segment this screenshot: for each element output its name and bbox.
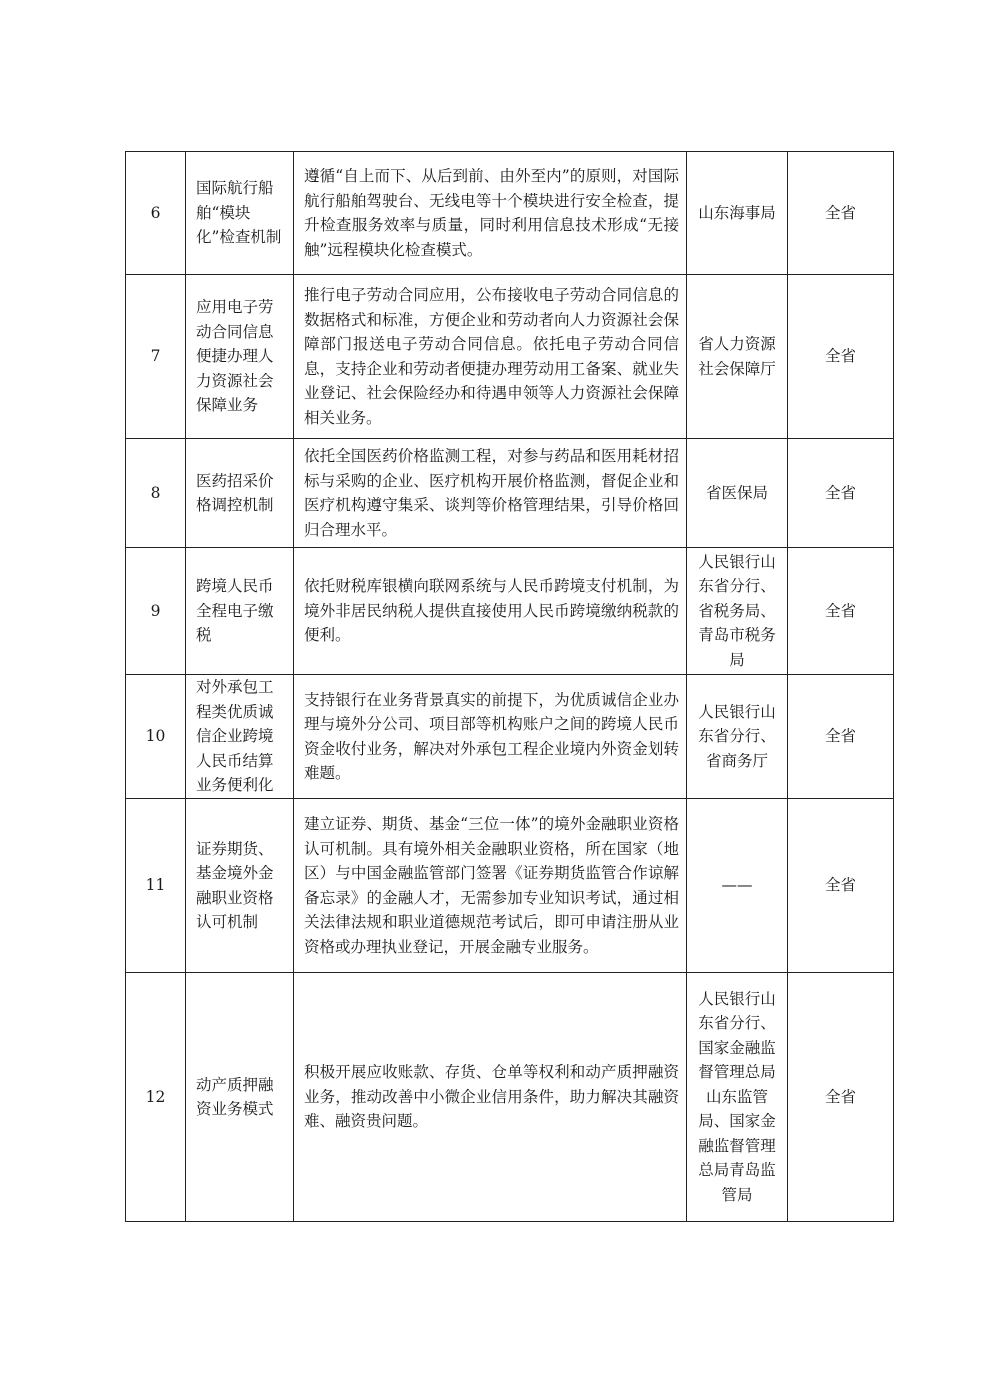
implementation-scope: 全省 [788, 439, 894, 548]
table-row [126, 439, 894, 548]
measure-description: 推行电子劳动合同应用，公布接收电子劳动合同信息的数据格式和标准，方便企业和劳动者向人力资源社会保障部门报送电子劳动合同信息。依托电子劳动合同信息，支持企业和劳动者便捷办理劳动用工备案、就业失业登记、社会保险经办和待遇申领等人力资源社会保障相关业务。 [294, 275, 687, 439]
measure-description: 依托全国医药价格监测工程，对参与药品和医用耗材招标与采购的企业、医疗机构开展价格监测，督促企业和医疗机构遵守集采、谈判等价格管理结果，引导价格回归合理水平。 [294, 439, 687, 548]
implementation-scope: 全省 [788, 799, 894, 973]
implementation-scope: 全省 [788, 548, 894, 675]
table-row [126, 799, 894, 973]
table-row [126, 275, 894, 439]
measure-description: 遵循“自上而下、从后到前、由外至内”的原则，对国际航行船舶驾驶台、无线电等十个模块进行安全检查，提升检查服务效率与质量，同时利用信息技术形成“无接触”远程模块化检查模式。 [294, 152, 687, 275]
row-number: 7 [126, 275, 186, 439]
implementation-scope: 全省 [788, 675, 894, 799]
table-row [126, 152, 894, 275]
table-row [126, 548, 894, 675]
implementation-scope: 全省 [788, 152, 894, 275]
row-number: 10 [126, 675, 186, 799]
row-number: 9 [126, 548, 186, 675]
measure-name: 证券期货、基金境外金融职业资格认可机制 [186, 799, 294, 973]
measures-table [125, 151, 894, 1222]
row-number: 12 [126, 973, 186, 1222]
measure-description: 积极开展应收账款、存货、仓单等权利和动产质押融资业务，推动改善中小微企业信用条件，助力解决其融资难、融资贵问题。 [294, 973, 687, 1222]
responsible-department: 人民银行山东省分行、国家金融监督管理总局山东监管局、国家金融监督管理总局青岛监管局 [687, 973, 788, 1222]
table-row [126, 973, 894, 1222]
row-number: 6 [126, 152, 186, 275]
measure-description: 支持银行在业务背景真实的前提下，为优质诚信企业办理与境外分公司、项目部等机构账户之间的跨境人民币资金收付业务，解决对外承包工程企业境内外资金划转难题。 [294, 675, 687, 799]
measure-description: 建立证券、期货、基金“三位一体”的境外金融职业资格认可机制。具有境外相关金融职业资格，所在国家（地区）与中国金融监管部门签署《证券期货监管合作谅解备忘录》的金融人才，无需参加专业知识考试，通过相关法律法规和职业道德规范考试后，即可申请注册从业资格或办理执业登记，开展金融专业服务。 [294, 799, 687, 973]
table-row [126, 675, 894, 799]
responsible-department: 山东海事局 [687, 152, 788, 275]
responsible-department: 省人力资源社会保障厅 [687, 275, 788, 439]
responsible-department: —— [687, 799, 788, 973]
measure-description: 依托财税库银横向联网系统与人民币跨境支付机制，为境外非居民纳税人提供直接使用人民币跨境缴纳税款的便利。 [294, 548, 687, 675]
measure-name: 动产质押融资业务模式 [186, 973, 294, 1222]
row-number: 8 [126, 439, 186, 548]
row-number: 11 [126, 799, 186, 973]
measure-name: 跨境人民币全程电子缴税 [186, 548, 294, 675]
measure-name: 国际航行船舶“模块化”检查机制 [186, 152, 294, 275]
responsible-department: 省医保局 [687, 439, 788, 548]
implementation-scope: 全省 [788, 275, 894, 439]
measure-name: 医药招采价格调控机制 [186, 439, 294, 548]
responsible-department: 人民银行山东省分行、省税务局、青岛市税务局 [687, 548, 788, 675]
responsible-department: 人民银行山东省分行、省商务厅 [687, 675, 788, 799]
implementation-scope: 全省 [788, 973, 894, 1222]
measure-name: 应用电子劳动合同信息便捷办理人力资源社会保障业务 [186, 275, 294, 439]
measure-name: 对外承包工程类优质诚信企业跨境人民币结算业务便利化 [186, 675, 294, 799]
